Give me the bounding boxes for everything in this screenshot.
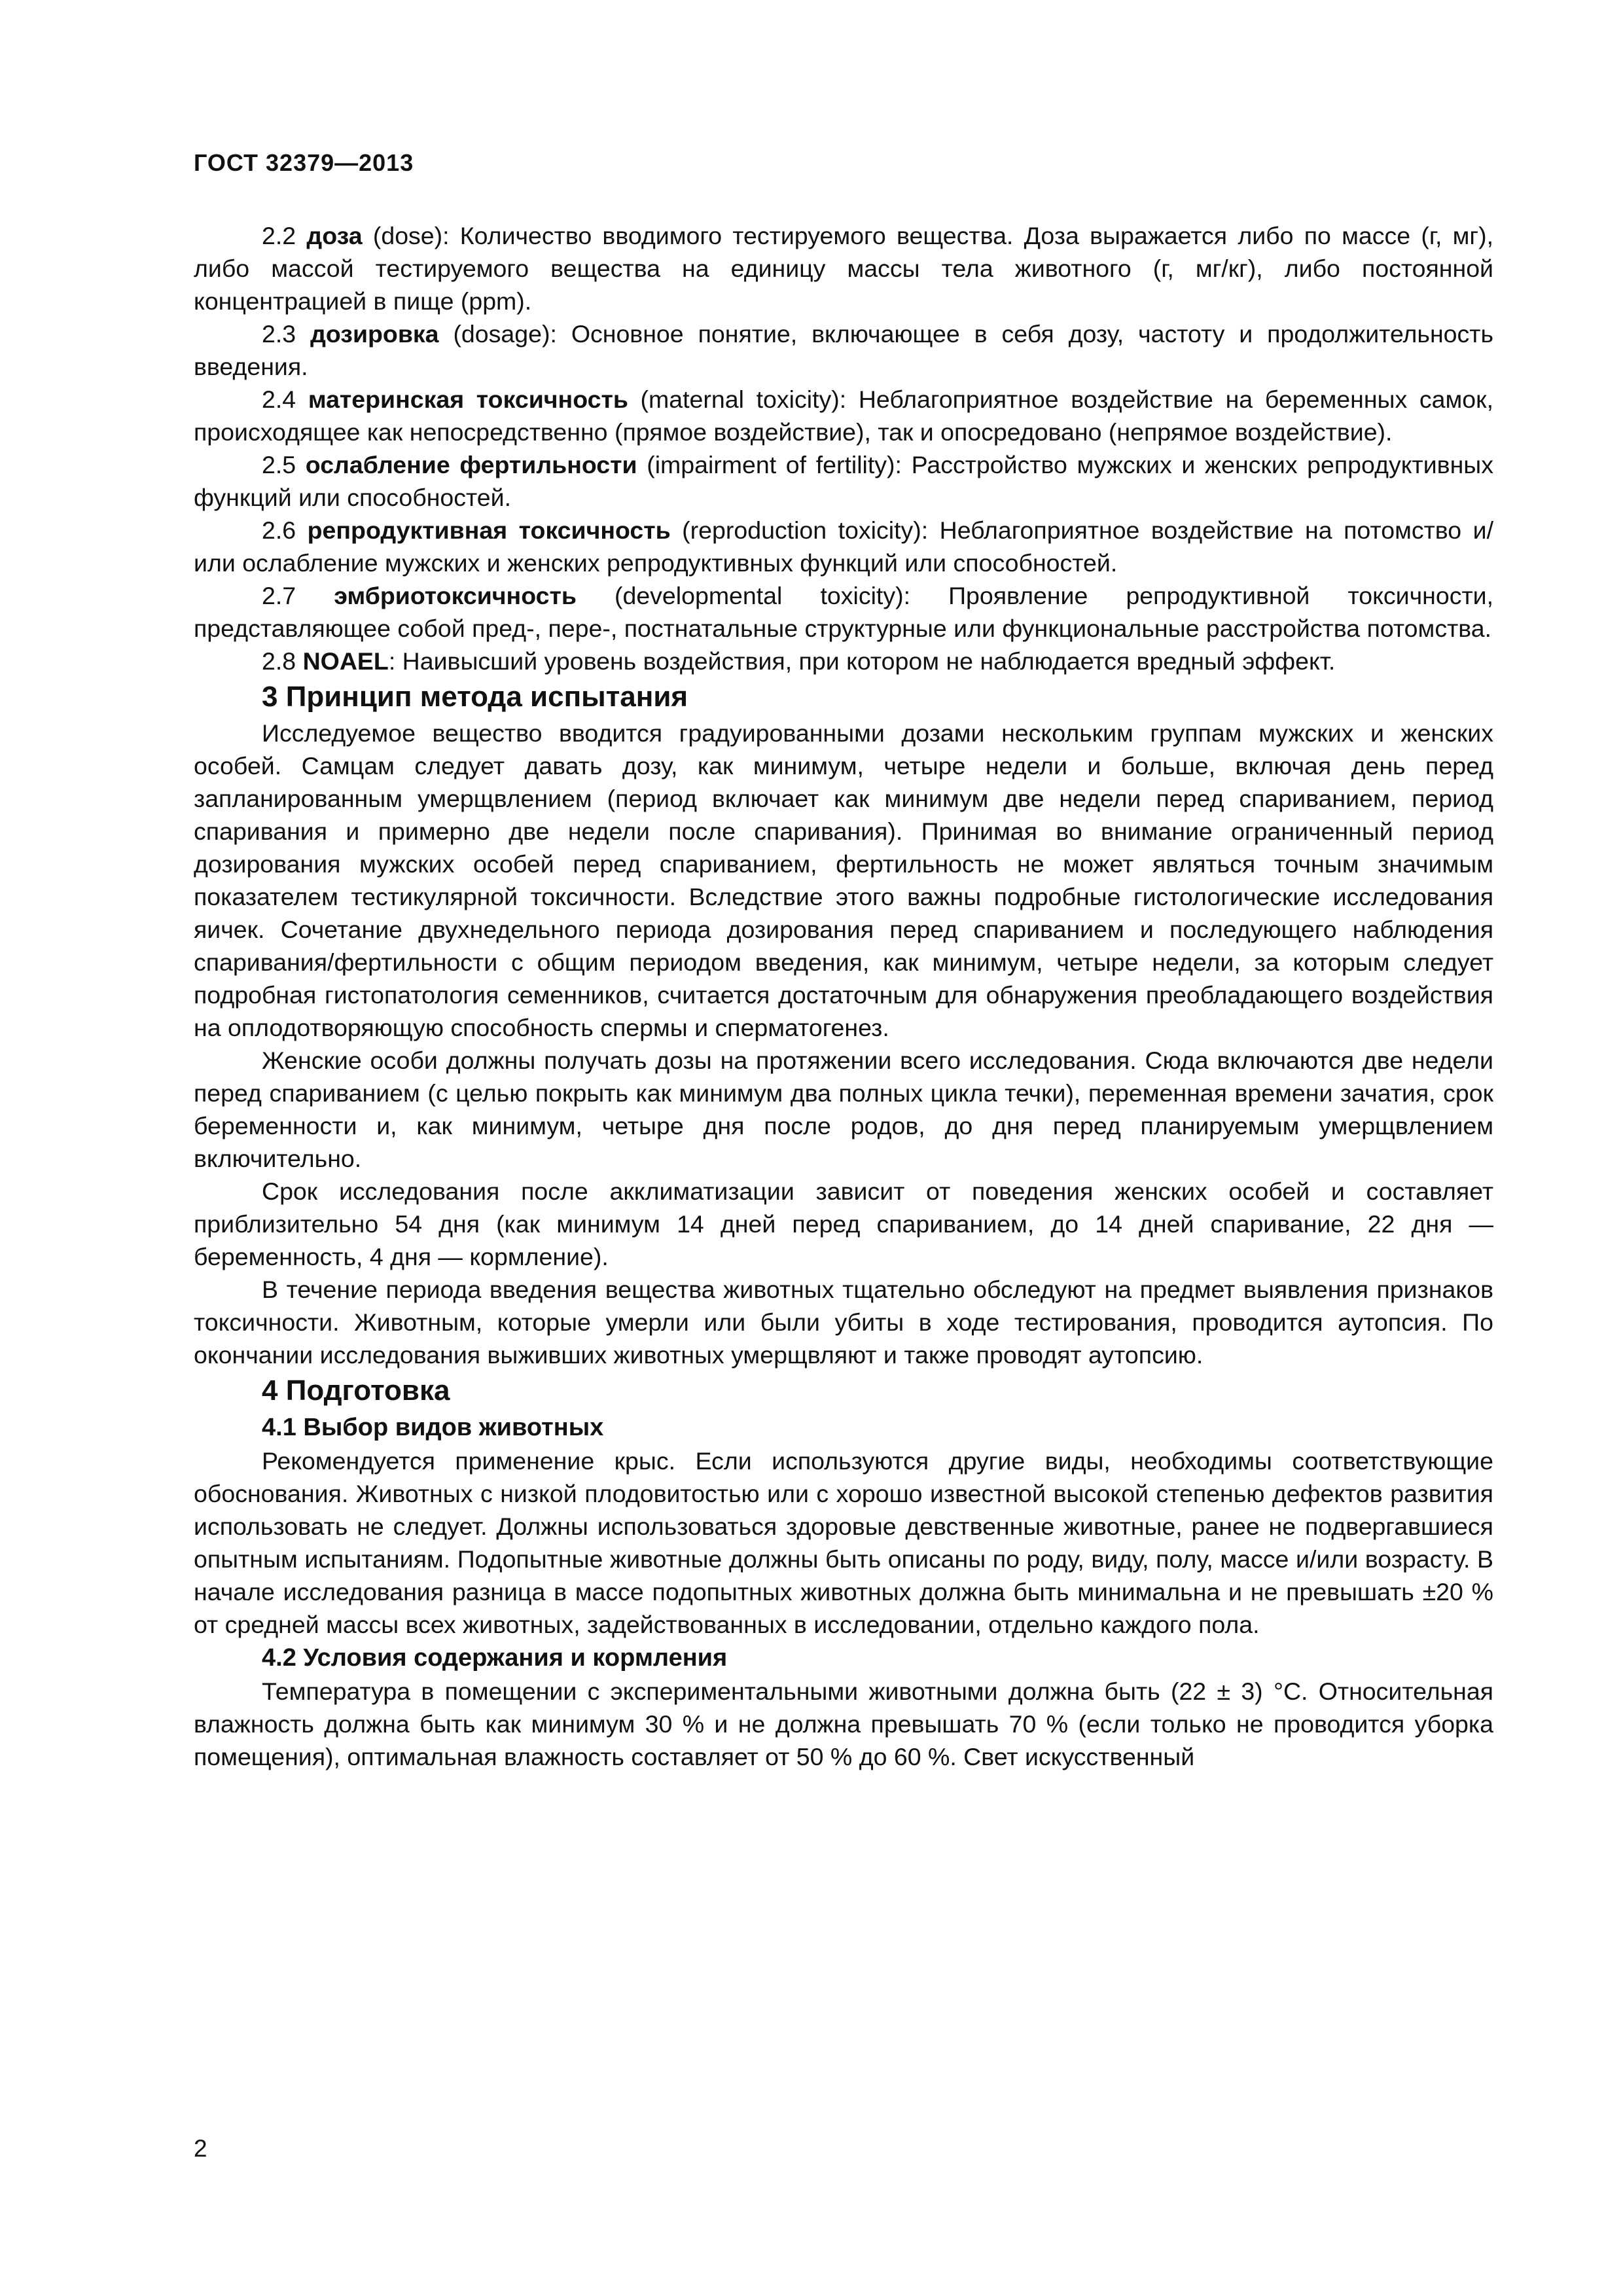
definition-text: (maternal toxicity): Неблагоприятное воздействие на беременных самок, происходящее как непосредственно (прямое воздействие), так и опосредовано (непрямое воздействие). [194,386,1493,446]
definition-text: (dose): Количество вводимого тестируемого вещества. Доза выражается либо по массе (г, мг), либо массой тестируемого вещества на единицу массы тела животного (г, мг/кг), либо постоянной концентрацией в пище (ppm). [194,222,1493,315]
definition-2-7 [194,579,1493,645]
definition-number: 2.8 [262,647,296,675]
definition-number: 2.6 [262,516,296,544]
definition-number: 2.3 [262,320,296,348]
definition-2-4 [194,383,1493,448]
section-3-paragraph: Женские особи должны получать дозы на протяжении всего исследования. Сюда включаются две недели перед спариванием (с целью покрыть как минимум два полных цикла течки), переменная времени зачатия, срок беременности и, как минимум, четыре дня после родов, до дня перед планируемым умерщвлением включительно. [194,1047,1493,1172]
definition-text: (dosage): Основное понятие, включающее в себя дозу, частоту и продолжительность введения. [194,320,1493,380]
definition-text: (developmental toxicity): Проявление репродуктивной токсичности, представляющее собой пред-, пере-, постнатальные структурные или функциональные расстройства потомства. [194,582,1493,642]
definition-2-2 [194,219,1493,317]
definition-2-6 [194,514,1493,579]
definition-term: репродуктивная токсичность [307,516,671,544]
subsection-4-2-paragraph: Температура в помещении с экспериментальными животными должна быть (22 ± 3) °С. Относительная влажность должна быть как минимум 30 % и не должна превышать 70 % (если только не проводится уборка помещения), оптимальная влажность составляет от 50 % до 60 %. Свет искусственный [194,1677,1493,1770]
definition-number: 2.2 [262,222,296,249]
definition-2-5 [194,448,1493,514]
definition-term: дозировка [310,320,439,348]
definition-term: эмбриотоксичность [334,582,577,609]
definition-term: NOAEL [302,647,389,675]
section-3-paragraph: Срок исследования после акклиматизации зависит от поведения женских особей и составляет приблизительно 54 дня (как минимум 14 дней перед спариванием, до 14 дней спаривание, 22 дня — беременность, 4 дня — кормление). [194,1177,1493,1270]
page-number: 2 [194,2135,207,2162]
section-4-heading: 4 Подготовка [262,1374,450,1407]
definition-term: ослабление фертильности [305,451,637,478]
subsection-4-1-heading: 4.1 Выбор видов животных [262,1414,604,1441]
section-3-paragraph: Исследуемое вещество вводится градуированными дозами нескольким группам мужских и женских особей. Самцам следует давать дозу, как минимум, четыре недели и больше, включая день перед запланированным умерщвлением (период включает как минимум две недели перед спариванием, период спаривания и примерно две недели после спаривания). Принимая во внимание ограниченный период дозирования мужских особей перед спариванием, фертильность не может являться точным значимым показателем тестикулярной токсичности. Вследствие этого важны подробные гистологические исследования яичек. Сочетание двухнедельного периода дозирования перед спариванием и последующего наблюдения спаривания/фертильности с общим периодом введения, как минимум, четыре недели, за которым следует подробная гистопатология семенников, считается достаточным для обнаружения преобладающего воздействия на оплодотворяющую способность спермы и сперматогенез. [194,719,1493,1041]
definition-term: материнская токсичность [308,386,628,413]
definition-2-3 [194,317,1493,383]
definition-text: (reproduction toxicity): Неблагоприятное воздействие на потомство и/или ослабление мужских и женских репродуктивных функций или способностей. [194,516,1493,577]
definition-text: (impairment of fertility): Расстройство мужских и женских репродуктивных функций или способностей. [194,451,1493,511]
definition-text: : Наивысший уровень воздействия, при котором не наблюдается вредный эффект. [388,647,1336,675]
definition-2-8 [194,645,1493,677]
section-3-paragraph: В течение периода введения вещества животных тщательно обследуют на предмет выявления признаков токсичности. Животным, которые умерли или были убиты в ходе тестирования, проводится аутопсия. По окончании исследования выживших животных умерщвляют и также проводят аутопсию. [194,1276,1493,1369]
subsection-4-1-paragraph: Рекомендуется применение крыс. Если используются другие виды, необходимы соответствующие обоснования. Животных с низкой плодовитостью или с хорошо известной высокой степенью дефектов развития использовать не следует. Должны использоваться здоровые девственные животные, ранее не подвергавшиеся опытным испытаниям. Подопытные животные должны быть описаны по роду, виду, полу, массе и/или возрасту. В начале исследования разница в массе подопытных животных должна быть минимальна и не превышать ±20 % от средней массы всех животных, задействованных в исследовании, отдельно каждого пола. [194,1447,1493,1638]
definition-number: 2.4 [262,386,296,413]
section-3-heading: 3 Принцип метода испытания [262,681,688,713]
definition-number: 2.7 [262,582,296,609]
definition-number: 2.5 [262,451,296,478]
subsection-4-2-heading: 4.2 Условия содержания и кормления [262,1644,728,1672]
document-code-header: ГОСТ 32379—2013 [194,149,414,176]
definition-term: доза [306,222,363,249]
page-content [194,219,1493,1773]
